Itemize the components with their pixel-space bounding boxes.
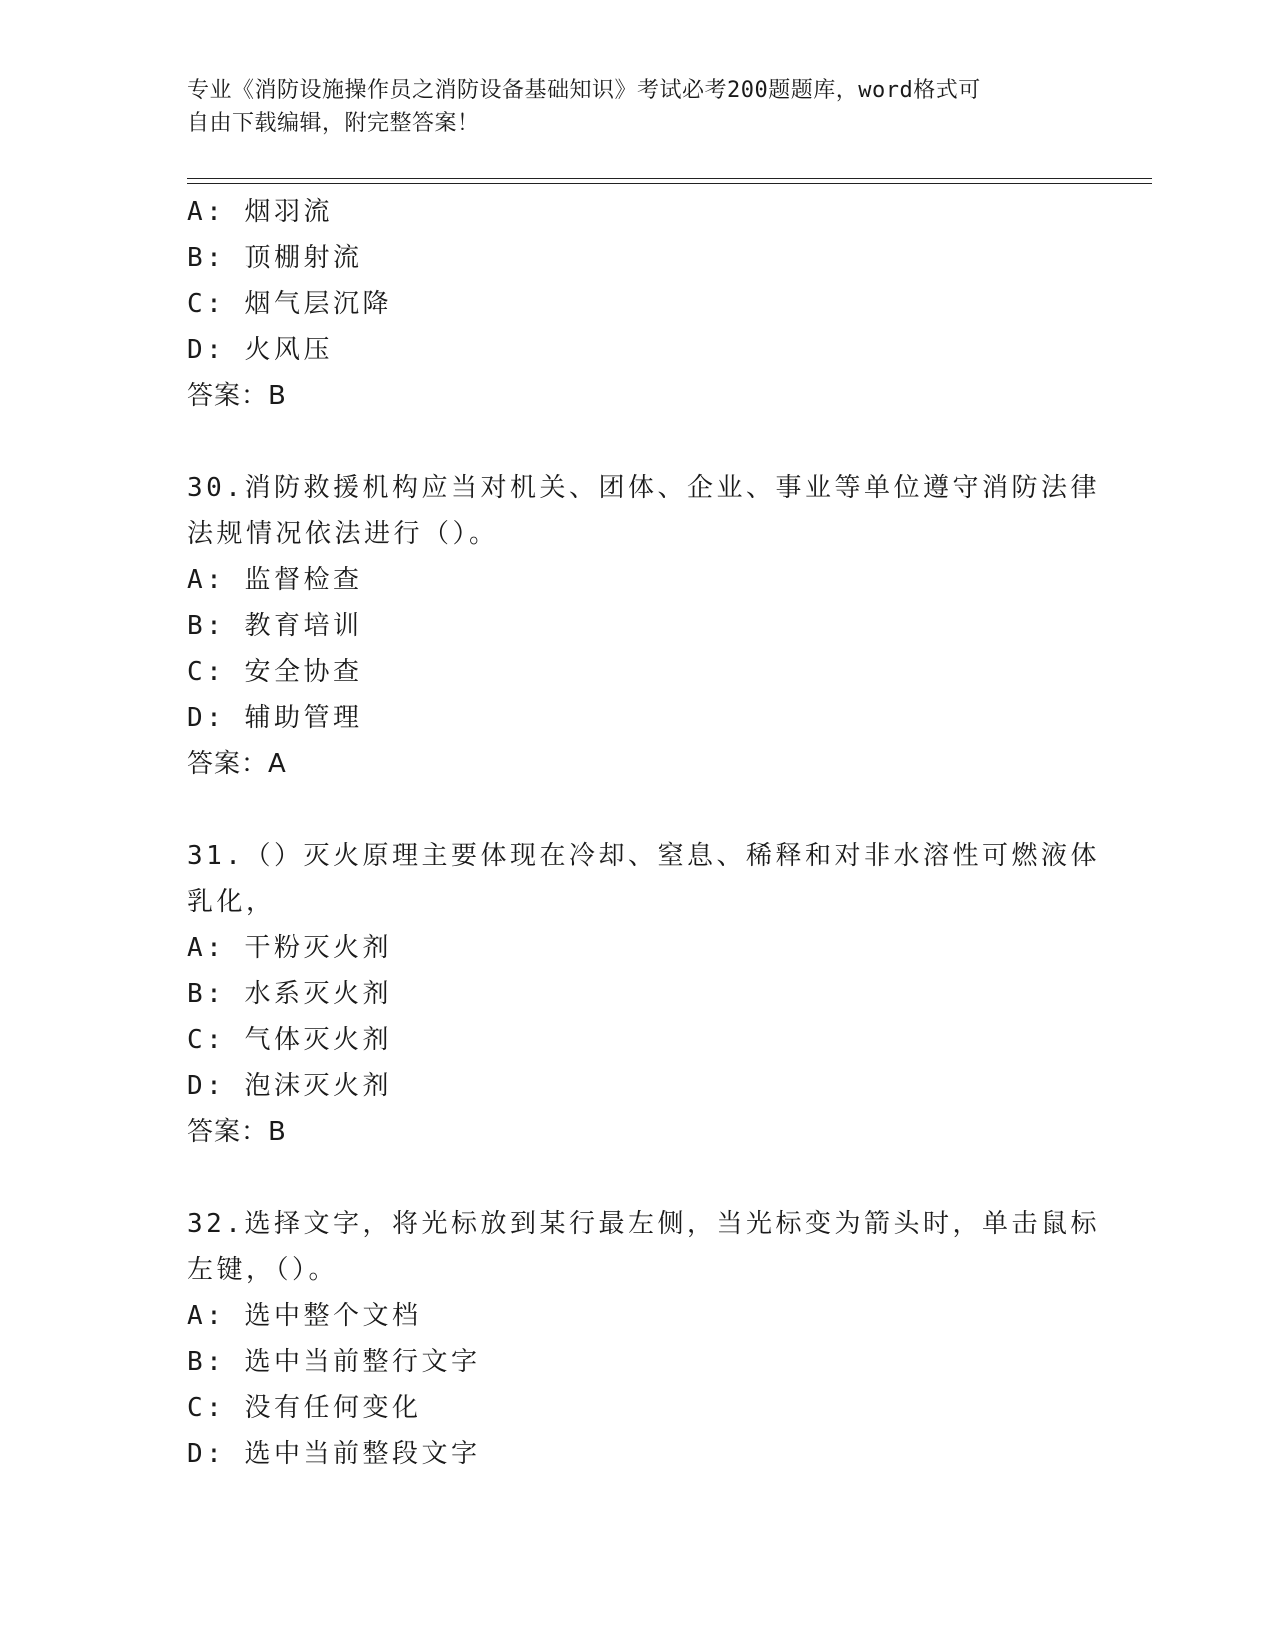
answer-line: 答案：B: [187, 1117, 287, 1147]
option-c: C: 气体灭火剂: [187, 1025, 392, 1055]
question-stem-line-2: 乳化，: [187, 887, 276, 917]
answer-line: 答案：A: [187, 749, 287, 779]
question-32: [187, 1201, 1100, 1477]
question-stem-line-1: 32.选择文字，将光标放到某行最左侧，当光标变为箭头时，单击鼠标: [187, 1209, 1100, 1239]
spacer: [187, 787, 1087, 833]
question-30: [187, 465, 1100, 787]
option-a: A: 监督检查: [187, 565, 363, 595]
option-b: B: 教育培训: [187, 611, 363, 641]
document-header: [187, 74, 1087, 140]
header-divider-top: [187, 178, 1152, 179]
header-divider-bottom: [187, 183, 1152, 184]
question-stem-line-1: 31.（）灭火原理主要体现在冷却、窒息、稀释和对非水溶性可燃液体: [187, 841, 1100, 871]
option-c: C: 没有任何变化: [187, 1393, 422, 1423]
option-d: D: 泡沫灭火剂: [187, 1071, 392, 1101]
answer-line: 答案：B: [187, 381, 287, 411]
option-b: B: 选中当前整行文字: [187, 1347, 481, 1377]
question-stem-line-2: 左键，（）。: [187, 1255, 339, 1285]
header-line-2: 自由下载编辑，附完整答案！: [187, 111, 480, 136]
option-a: A: 干粉灭火剂: [187, 933, 392, 963]
option-c: C: 安全协查: [187, 657, 363, 687]
option-c: C: 烟气层沉降: [187, 289, 392, 319]
option-b: B: 水系灭火剂: [187, 979, 392, 1009]
question-list: [187, 189, 1100, 1477]
option-d: D: 辅助管理: [187, 703, 363, 733]
question-29: [187, 189, 1087, 419]
question-31: [187, 833, 1100, 1155]
header-line-1: 专业《消防设施操作员之消防设备基础知识》考试必考200题题库，word格式可: [187, 78, 981, 103]
option-d: D: 火风压: [187, 335, 333, 365]
option-d: D: 选中当前整段文字: [187, 1439, 481, 1469]
option-a: A: 选中整个文档: [187, 1301, 422, 1331]
spacer: [187, 1155, 1087, 1201]
spacer: [187, 419, 1087, 465]
question-stem-line-1: 30.消防救援机构应当对机关、团体、企业、事业等单位遵守消防法律: [187, 473, 1100, 503]
option-a: A: 烟羽流: [187, 197, 333, 227]
question-stem-line-2: 法规情况依法进行（）。: [187, 519, 499, 549]
option-b: B: 顶棚射流: [187, 243, 363, 273]
